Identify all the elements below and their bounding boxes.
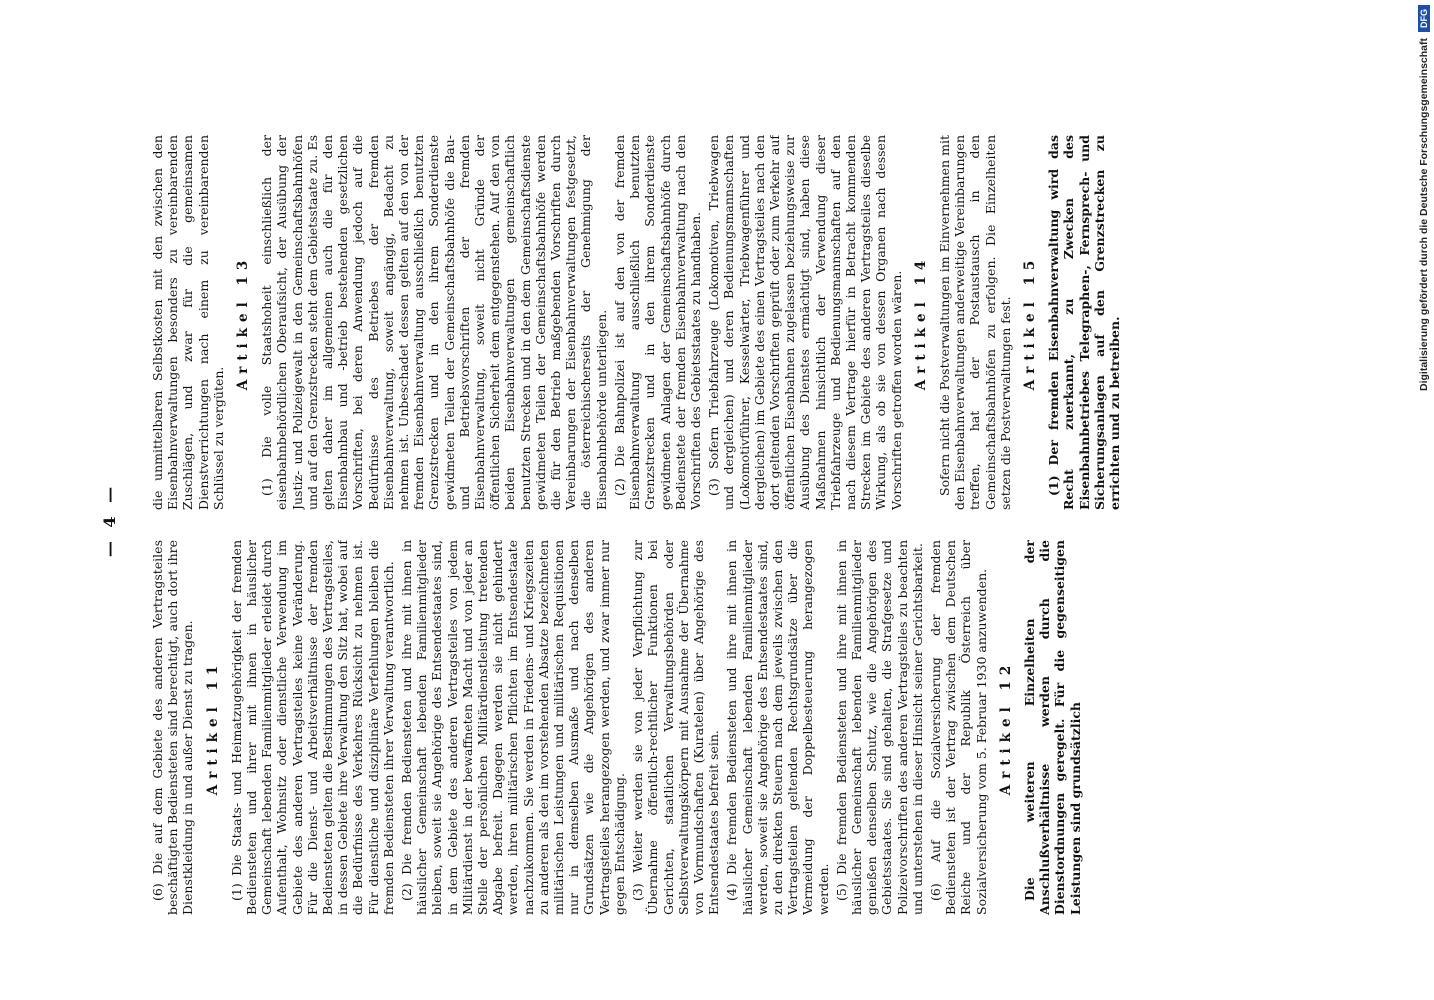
paragraph: (5) Die fremden Bediensteten und ihre mit ihnen in häuslicher Gemeinschaft lebenden Familienmitglieder genießen denselben Schutz, wie die Angehörigen des Gebietsstaates. Sie sind gehalten, die Strafgesetze und Polizeivorschriften des anderen Vertragsteiles zu beachten und unterstehen in dieser Hinsicht seiner Gerichtsbarkeit. — [833, 540, 925, 915]
paragraph: (3) Weiter werden sie von jeder Verpflichtung zur Übernahme öffentlich-rechtlicher Funktionen bei Gerichten, staatlichen Verwaltungsbehörden oder Selbstverwaltungskörpern mit Ausnahme der Übernahme von Vormundschaften (Kuratelen) über Angehörige des Entsendestaates befreit sein. — [630, 540, 722, 915]
right-column — [150, 135, 1280, 510]
paragraph: (3) Sofern Triebfahrzeuge (Lokomotiven, Triebwagen und dergleichen) und deren Bedienungsmannschaften (Lokomotivführer, Kesselwärter, Triebwagenführer und dergleichen) im Gebiete des einen Vertragsteiles nach den dort geltenden Vorschriften geprüft oder zum Verkehr auf öffentlichen Eisenbahnen zugelassen beziehungsweise zur Ausübung des Dienstes ermächtigt sind, haben diese Maßnahmen hinsichtlich der Verwendung dieser Triebfahrzeuge und Bedienungsmannschaften auf den nach diesem Vertrage hierfür in Betracht kommenden Strecken im Gebiete des anderen Vertragsteiles dieselbe Wirkung, als ob sie von dessen Organen nach dessen Vorschriften getroffen worden wären. — [706, 135, 904, 510]
paragraph: Sofern nicht die Postverwaltungen im Einvernehmen mit den Eisenbahnverwaltungen anderweitige Vereinbarungen treffen, hat der Postaustausch in den Gemeinschaftsbahnhöfen zu erfolgen. Die Einzelheiten setzen die Postverwaltungen fest. — [936, 135, 1013, 510]
paragraph: die unmittelbaren Selbstkosten mit den zwischen den Eisenbahnverwaltungen besonders zu vereinbarenden Zuschlägen, und zwar für die gemeinsamen Dienstverrichtungen nach einem zu vereinbarenden Schlüssel zu vergüten. — [150, 135, 226, 510]
left-column — [150, 540, 1280, 915]
page-number: — 4 — — [100, 482, 119, 558]
credit-text: Digitalisierung gefördert durch die Deutsche Forschungsgemeinschaft — [1418, 38, 1430, 391]
article-11-heading: Artikel 11 — [204, 659, 221, 796]
paragraph: (2) Die Bahnpolizei ist auf den von der fremden Eisenbahnverwaltung ausschließlich benutzten Grenzstrecken und in den ihrem Sonderdienste gewidmeten Anlagen der Gemeinschaftsbahnhöfe durch Bedienstete der fremden Eisenbahnverwaltung nach den Vorschriften des Gebietsstaates zu handhaben. — [611, 135, 703, 510]
dfg-credit — [1408, 5, 1434, 995]
article-13-heading: Artikel 13 — [235, 254, 252, 391]
scanned-page — [90, 100, 1290, 940]
paragraph: (6) Die auf dem Gebiete des anderen Vertragsteiles beschäftigten Bediensteten sind berechtigt, auch dort ihre Dienstkleidung in und außer Dienst zu tragen. — [150, 540, 196, 915]
dfg-logo-icon: DFG — [1418, 5, 1430, 32]
paragraph: Die weiteren Einzelheiten der Anschlußverhältnisse werden durch die Dienstordnungen geregelt. Für die gegenseitigen Leistungen sind grundsätzlich — [1021, 540, 1083, 915]
article-15-heading: Artikel 15 — [1021, 254, 1038, 391]
paragraph: (1) Die volle Staatshoheit einschließlich der eisenbahnbehördlichen Oberaufsicht, der Ausübung der Justiz- und Polizeigewalt in den Gemeinschaftsbahnhöfen und auf den Grenzstrecken steht dem Gebietsstaate zu. Es gelten daher im allgemeinen auch die für den Eisenbahnbau und -betrieb bestehenden gesetzlichen Vorschriften, bei deren Anwendung jedoch auf die Bedürfnisse des Betriebes der fremden Eisenbahnverwaltung, soweit angängig, Bedacht zu nehmen ist. Unbeschadet dessen gelten auf den von der fremden Eisenbahnverwaltung ausschließlich benutzten Grenzstrecken und in den ihrem Sonderdienste gewidmeten Teilen der Gemeinschaftsbahnhöfe die Bau- und Betriebsvorschriften der fremden Eisenbahnverwaltung, soweit nicht Gründe der öffentlichen Sicherheit dem entgegenstehen. Auf den von beiden Eisenbahnverwaltungen gemeinschaftlich benutzten Strecken und in den dem Gemeinschaftsdienste gewidmeten Teilen der Gemeinschaftsbahnhöfe werden die für den Betrieb maßgebenden Vorschriften durch Vereinbarungen der Eisenbahnverwaltungen festgesetzt, die österreichischerseits der Genehmigung der Eisenbahnbehörde unterliegen. — [259, 135, 609, 510]
paragraph: (2) Die fremden Bediensteten und ihre mit ihnen in häuslicher Gemeinschaft lebenden Familienmitglieder bleiben, soweit sie Angehörige des Entsendestaates sind, in dem Gebiete des anderen Vertragsteiles von jedem Militärdienst in der bewaffneten Macht und von jeder an Stelle der persönlichen Militärdienstleistung tretenden Abgabe befreit. Dagegen werden sie nicht gehindert werden, ihren militärischen Pflichten im Entsendestaate nachzukommen. Sie werden in Friedens- und Kriegszeiten zu anderen als den im vorstehenden Absatze bezeichneten militärischen Leistungen und militärischen Requisitionen nur in demselben Ausmaße und nach denselben Grundsätzen wie die Angehörigen des anderen Vertragsteiles herangezogen werden, und zwar immer nur gegen Entschädigung. — [399, 540, 627, 915]
paragraph: (1) Die Staats- und Heimatzugehörigkeit der fremden Bediensteten und ihrer mit ihnen in häuslicher Gemeinschaft lebenden Familienmitglieder erleidet durch Aufenthalt, Wohnsitz oder dienstliche Verwendung im Gebiete des anderen Vertragsteiles keine Veränderung. Für die Dienst- und Arbeitsverhältnisse der fremden Bediensteten gelten die Bestimmungen des Vertragsteiles, in dessen Gebiete ihre Verwaltung den Sitz hat, wobei auf die Bedürfnisse des Verkehres Rücksicht zu nehmen ist. Für dienstliche und disziplinäre Verfehlungen bleiben die fremden Bediensteten ihrer Verwaltung verantwortlich. — [228, 540, 396, 915]
paragraph: (6) Auf die Sozialversicherung der fremden Bediensteten ist der Vertrag zwischen dem Deutschen Reiche und der Republik Österreich über Sozialversicherung vom 5. Februar 1930 anzuwenden. — [927, 540, 989, 915]
paragraph: (4) Die fremden Bediensteten und ihre mit ihnen in häuslicher Gemeinschaft lebenden Familienmitglieder werden, soweit sie Angehörige des Entsendestaates sind, zu den direkten Steuern nach dem jeweils zwischen den Vertragsteilen geltenden Rechtsgrundsätze über die Vermeidung der Doppelbesteuerung herangezogen werden. — [724, 540, 831, 915]
article-14-heading: Artikel 14 — [912, 254, 929, 391]
article-12-heading: Artikel 12 — [997, 659, 1014, 796]
paragraph: (1) Der fremden Eisenbahnverwaltung wird das Recht zuerkannt, zu Zwecken des Eisenbahnbetriebes Telegraphen-, Fernsprech- und Sicherungsanlagen auf den Grenzstrecken zu errichten und zu betreiben. — [1046, 135, 1122, 510]
